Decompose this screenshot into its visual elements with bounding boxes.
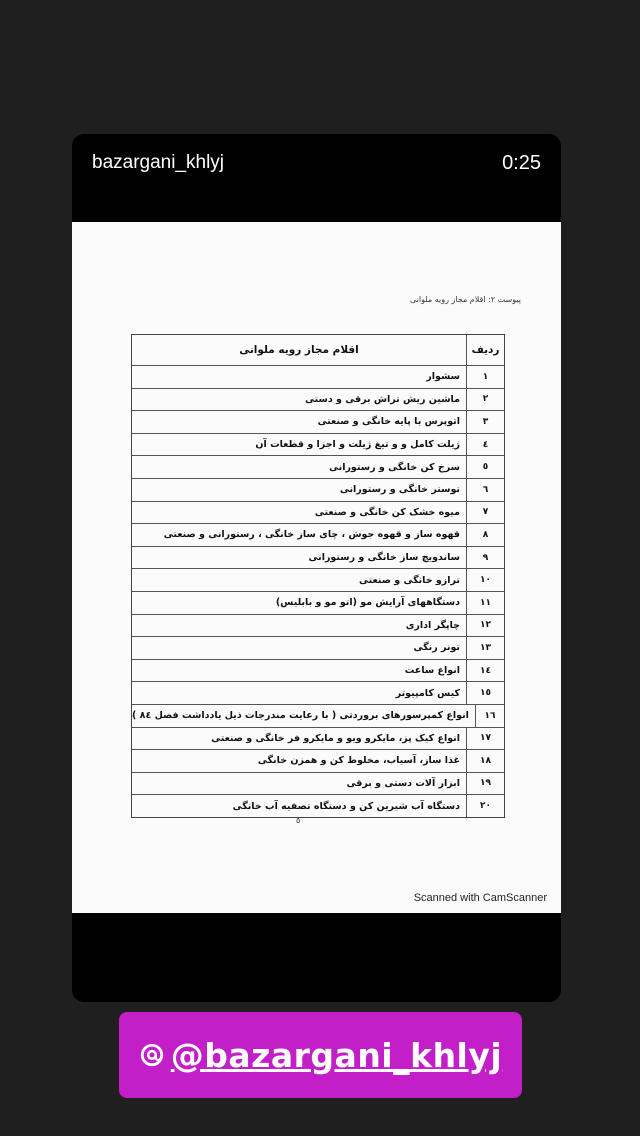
table-row bbox=[132, 773, 504, 796]
row-number: ۱٥ bbox=[466, 682, 504, 704]
row-number: ۱۹ bbox=[466, 773, 504, 795]
threads-icon bbox=[139, 1042, 165, 1068]
row-number: ۱۳ bbox=[466, 637, 504, 659]
table-row bbox=[132, 434, 504, 457]
row-item-name: غذا ساز، آسیاب، مخلوط کن و همزن خانگی bbox=[257, 755, 460, 767]
story-header bbox=[72, 134, 561, 222]
mention-text: @bazargani_khlyj bbox=[170, 1035, 503, 1075]
mention-sticker[interactable] bbox=[119, 1012, 522, 1098]
row-item-name: دستگاههای آرایش مو (اتو مو و بابلیس) bbox=[275, 597, 460, 609]
row-number: ۸ bbox=[466, 524, 504, 546]
row-item-name: ژیلت کامل و و تیغ ژیلت و اجزا و قطعات آن bbox=[255, 439, 460, 451]
row-item-name: ماشین ریش تراش برقی و دستی bbox=[305, 393, 460, 405]
row-item-name: سشوار bbox=[426, 371, 460, 383]
row-number: ۱۸ bbox=[466, 750, 504, 772]
row-item-name: چاپگر اداری bbox=[405, 619, 460, 631]
row-item-name: توستر خانگی و رستورانی bbox=[339, 484, 460, 496]
row-number: ۱٤ bbox=[466, 660, 504, 682]
items-table bbox=[131, 334, 505, 818]
row-item-name: اتوپرس با پایه خانگی و صنعتی bbox=[317, 416, 460, 428]
row-item-name: تونر رنگی bbox=[413, 642, 460, 654]
row-number: ۱۰ bbox=[466, 569, 504, 591]
table-row bbox=[132, 411, 504, 434]
row-item-name: میوه خشک کن خانگی و صنعتی bbox=[314, 506, 460, 518]
row-item-name: دستگاه آب شیرین کن و دستگاه تصفیه آب خانگی bbox=[232, 800, 460, 812]
table-row bbox=[132, 795, 504, 817]
table-row bbox=[132, 615, 504, 638]
row-item-name: ابزار آلات دستی و برقی bbox=[346, 777, 460, 789]
row-number: ٦ bbox=[466, 479, 504, 501]
story-timer: 0:25 bbox=[502, 152, 541, 174]
row-number: ۹ bbox=[466, 547, 504, 569]
table-row bbox=[132, 479, 504, 502]
row-number: ۱٦ bbox=[475, 705, 504, 727]
table-row bbox=[132, 660, 504, 683]
story-username[interactable]: bazargani_khlyj bbox=[92, 152, 225, 173]
row-item-name: ساندویچ ساز خانگی و رستورانی bbox=[308, 552, 460, 564]
table-header bbox=[132, 335, 504, 366]
header-name: اقلام مجاز رویه ملوانی bbox=[239, 344, 359, 356]
table-row bbox=[132, 456, 504, 479]
table-row bbox=[132, 728, 504, 751]
table-row bbox=[132, 592, 504, 615]
row-number: ٤ bbox=[466, 434, 504, 456]
table-row bbox=[132, 366, 504, 389]
table-row bbox=[132, 389, 504, 412]
row-item-name: قهوه ساز و قهوه جوش ، چای ساز خانگی ، رستورانی و صنعتی bbox=[163, 529, 460, 541]
camscanner-watermark: Scanned with CamScanner bbox=[413, 892, 547, 904]
row-item-name: سرخ کن خانگی و رستورانی bbox=[329, 461, 460, 473]
table-row bbox=[132, 547, 504, 570]
row-item-name: انواع کیک پز، مایکرو ویو و مایکرو فر خانگی و صنعتی bbox=[211, 732, 460, 744]
story-card[interactable] bbox=[72, 134, 561, 1002]
table-row bbox=[132, 524, 504, 547]
row-number: ۱۲ bbox=[466, 615, 504, 637]
table-row bbox=[132, 750, 504, 773]
row-item-name: انواع کمپرسورهای بروردتی ( با رعایت مندرجات ذیل یادداشت فصل ۸٤ ) bbox=[132, 710, 469, 722]
row-number: ۱ bbox=[466, 366, 504, 388]
table-row bbox=[132, 705, 504, 728]
table-row bbox=[132, 637, 504, 660]
row-number: ۱۱ bbox=[466, 592, 504, 614]
table-row bbox=[132, 569, 504, 592]
row-number: ۱۷ bbox=[466, 728, 504, 750]
scanned-document bbox=[72, 222, 561, 913]
table-row bbox=[132, 682, 504, 705]
row-number: ۲ bbox=[466, 389, 504, 411]
row-item-name: کیس کامپیوتر bbox=[395, 687, 460, 699]
row-number: ٥ bbox=[466, 456, 504, 478]
row-number: ۷ bbox=[466, 502, 504, 524]
row-number: ۳ bbox=[466, 411, 504, 433]
document-caption: پیوست ۲: اقلام مجاز رویه ملوانی bbox=[410, 295, 521, 304]
row-number: ۲۰ bbox=[466, 795, 504, 817]
row-item-name: ترازو خانگی و صنعتی bbox=[359, 574, 460, 586]
header-number: ردیف bbox=[466, 335, 504, 365]
table-row bbox=[132, 502, 504, 525]
row-item-name: انواع ساعت bbox=[404, 665, 460, 677]
page-number: ٥ bbox=[296, 816, 301, 825]
